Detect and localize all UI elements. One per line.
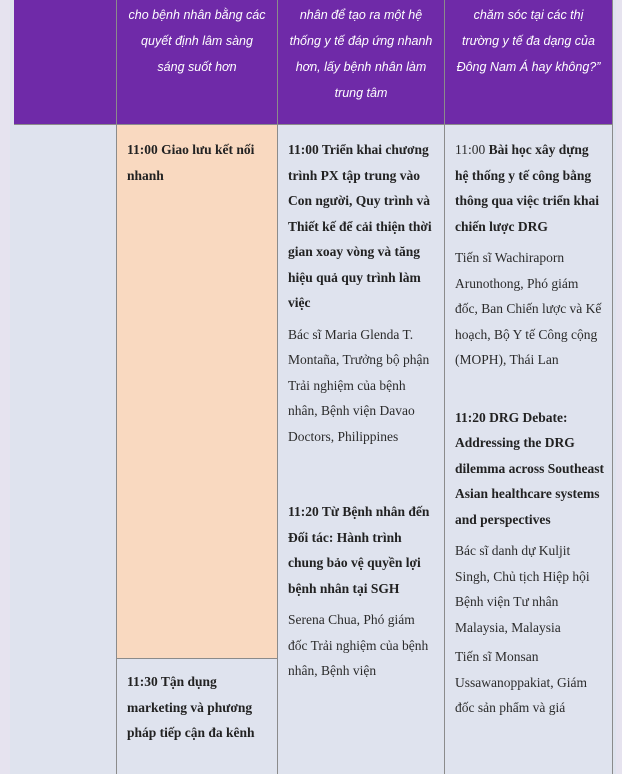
session-title: 11:00 Triển khai chương trình PX tập trung vào Con người, Quy trình và Thiết kế để cải thiện thời gian xoay vòng và tăng hiệu quả quy trình làm việc [288,142,432,310]
grid-line [277,0,278,774]
session-title: 11:30 Tận dụng marketing và phương pháp tiếp cận đa kênh [127,674,255,740]
session-cell-networking [117,125,277,658]
session-title: 11:20 Từ Bệnh nhân đến Đối tác: Hành trình chung bảo vệ quyền lợi bệnh nhân tại SGH [288,504,430,596]
empty-cell [14,125,116,774]
grid-line [444,0,445,774]
session-cell-drg [445,125,612,774]
header-cell-1 [14,0,116,124]
speaker-text: Bác sĩ Maria Glenda T. Montaña, Trưởng bộ phận Trải nghiệm của bệnh nhân, Bệnh viện Davao Doctors, Philippines [288,326,430,444]
speaker-text: Serena Chua, Phó giám đốc Trải nghiệm của bệnh nhân, Bệnh viện [288,612,429,678]
speaker-text: Bác sĩ danh dự Kuljit Singh, Chủ tịch Hiệp hội Bệnh viện Tư nhân Malaysia, Malaysia [455,543,590,635]
grid-line [612,0,613,774]
header-cell-2 [117,0,277,124]
agenda-table [10,0,616,774]
grid-line [14,124,613,125]
session-cell-px [278,125,444,774]
grid-line [117,658,277,659]
header-col4-text: chăm sóc tại các thị trường y tế đa dạng của Đông Nam Á hay không?” [456,8,601,74]
session-title: 11:20 DRG Debate: Addressing the DRG dilemma across Southeast Asian healthcare systems and perspectives [455,409,605,527]
session-title: 11:00 Giao lưu kết nối nhanh [127,142,255,183]
header-col3-text: nhân để tạo ra một hệ thống y tế đáp ứng nhanh hơn, lấy bệnh nhân làm trung tâm [289,8,433,100]
session-time: 11:00 [455,142,486,157]
session-heading [455,137,604,239]
session-cell-marketing [117,659,277,774]
speaker-text: Tiến sĩ Wachiraporn Arunothong, Phó giám đốc, Ban Chiến lược và Kế hoạch, Bộ Y tế Công cộng (MOPH), Thái Lan [455,250,602,367]
session-title: Bài học xây dựng hệ thống y tế công bằng thông qua việc triển khai chiến lược DRG [455,142,600,234]
speaker-text: Tiến sĩ Monsan Ussawanoppakiat, Giám đốc sản phẩm và giá [455,649,587,715]
header-col2-text: cho bệnh nhân bằng các quyết định lâm sàng sáng suốt hơn [128,8,266,74]
header-cell-4 [445,0,612,124]
header-cell-3 [278,0,444,124]
